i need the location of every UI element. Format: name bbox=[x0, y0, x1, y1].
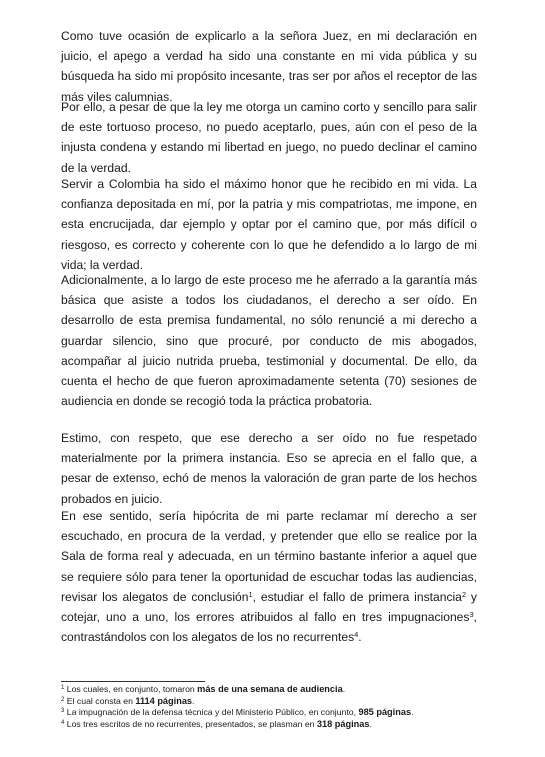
footnote-number: 4 bbox=[61, 719, 65, 726]
footnote-emphasis: más de una semana de audiencia bbox=[197, 684, 343, 694]
footnote-2 bbox=[61, 696, 481, 708]
footnote-ref-1[interactable]: 1 bbox=[248, 589, 253, 599]
paragraph-1: Como tuve ocasión de explicarlo a la señora Juez, en mi declaración en juicio, el apego a verdad ha sido una constante en mi vida pública y su búsqueda ha sido mi propósito incesante, tras ser por años el receptor de las más viles calumnias. bbox=[61, 29, 477, 104]
paragraph-6-text-4: , contrastándolos con los alegatos de los no recurrentes bbox=[61, 610, 477, 645]
paragraph-6-text-5: . bbox=[358, 630, 362, 645]
footnote-3 bbox=[61, 707, 481, 719]
footnote-ref-4[interactable]: 4 bbox=[354, 630, 359, 640]
footnote-text: La impugnación de la defensa técnica y del Ministerio Público, en conjunto, bbox=[64, 707, 359, 717]
footnote-end: . bbox=[411, 707, 414, 717]
paragraph-3: Servir a Colombia ha sido el máximo honor que he recibido en mi vida. La confianza depositada en mí, por la patria y mis compatriotas, me impone, en esta encrucijada, dar ejemplo y optar por el camino que, por más difícil o riesgoso, es correcto y coherente con lo que he defendido a lo largo de mi vida; la verdad. bbox=[61, 177, 477, 272]
paragraph-5: Estimo, con respeto, que ese derecho a ser oído no fue respetado materialmente por la primera instancia. Eso se aprecia en el fallo que, a pesar de extenso, echó de menos la valoración de gran parte de los hechos probados en juicio. bbox=[61, 431, 477, 506]
footnote-ref-3[interactable]: 3 bbox=[469, 610, 474, 620]
footnote-end: . bbox=[369, 718, 372, 729]
footnote-ref-2[interactable]: 2 bbox=[461, 589, 467, 599]
footnote-separator bbox=[61, 681, 205, 682]
footnote-number: 1 bbox=[61, 685, 65, 691]
footnote-end: . bbox=[342, 684, 346, 694]
footnote-emphasis: 985 páginas bbox=[358, 707, 412, 717]
footnote-1 bbox=[61, 684, 481, 696]
footnote-4 bbox=[61, 719, 481, 731]
paragraph-6-text-1: En ese sentido, sería hipócrita de mi parte reclamar mí derecho a ser escuchado, en procura de la verdad, y pretender que ello se realice por la Sala de forma real y adecuada, en un término bastante inferior a aquel que se requiere sólo para tener la oportunidad de escuchar todas las audiencias, revisar los alegatos de conclusión bbox=[61, 509, 477, 604]
footnote-emphasis: 1114 páginas bbox=[135, 695, 193, 706]
paragraph-6 bbox=[61, 506, 477, 647]
paragraph-4: Adicionalmente, a lo largo de este proceso me he aferrado a la garantía más básica que asiste a todos los ciudadanos, el derecho a ser oído. En desarrollo de esta premisa fundamental, no sólo renuncié a mi derecho a guardar silencio, sino que procuré, por conducto de mis abogados, acompañar al juicio nutrida prueba, testimonial y documental. De ello, da cuenta el hecho de que fueron aproximadamente setenta (70) sesiones de audiencia en donde se recogió toda la práctica probatoria. bbox=[61, 273, 477, 409]
footnote-text: Los cuales, en conjunto, tomaron bbox=[64, 684, 198, 694]
paragraph-6-text-3: y cotejar, uno a uno, los errores atribuidos al fallo en tres impugnaciones bbox=[61, 589, 477, 625]
paragraph-2: Por ello, a pesar de que la ley me otorga un camino corto y sencillo para salir de este tortuoso proceso, no puedo aceptarlo, pues, aún con el peso de la injusta condena y estando mi libertad en juego, no puedo declinar el camino de la verdad. bbox=[61, 100, 477, 175]
footnote-number: 2 bbox=[61, 696, 65, 703]
paragraph-6-text-2: , estudiar el fallo de primera instancia bbox=[252, 589, 462, 604]
footnote-emphasis: 318 páginas bbox=[316, 718, 370, 729]
footnote-text: Los tres escritos de no recurrentes, presentados, se plasman en bbox=[64, 718, 317, 729]
footnote-end: . bbox=[192, 695, 195, 706]
footnote-text: El cual consta en bbox=[64, 695, 136, 706]
footnote-number: 3 bbox=[61, 708, 65, 714]
footnotes bbox=[61, 684, 481, 730]
